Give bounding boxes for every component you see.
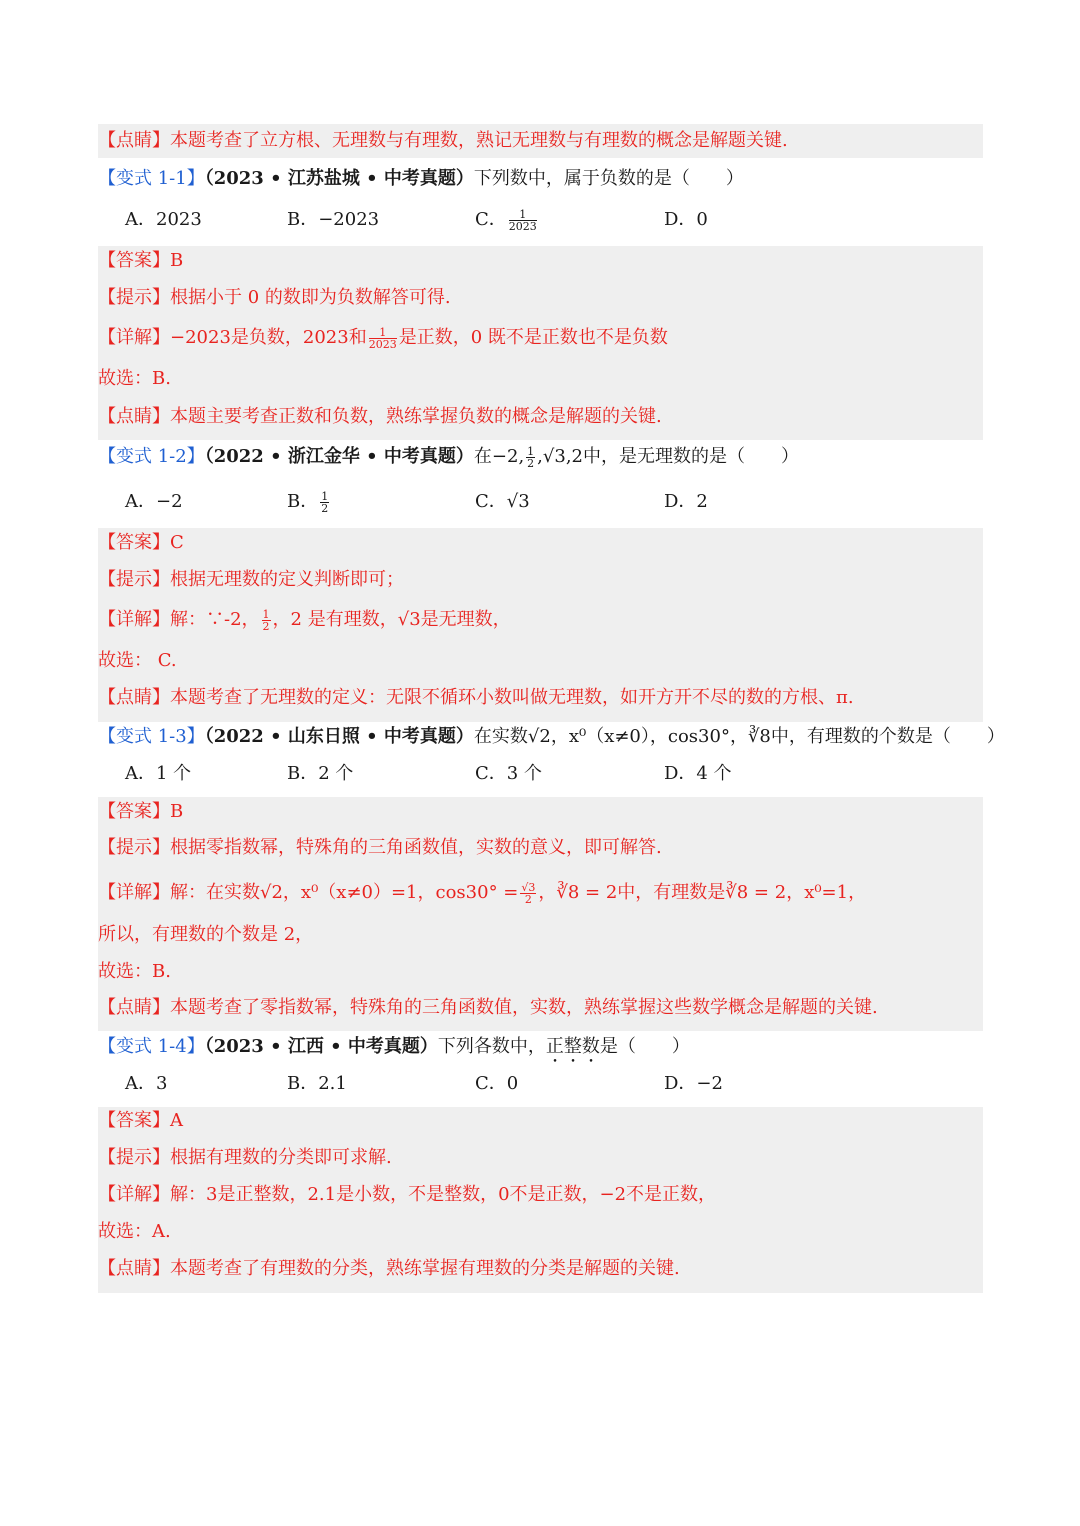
dianjing-line — [98, 681, 854, 715]
emphasized-term: 正整数 — [545, 1036, 600, 1057]
fraction — [509, 209, 537, 232]
option-a: A．1 个 — [125, 763, 192, 784]
answer-tag: 【答案】 — [98, 1110, 170, 1131]
choose-line: 故选：A. — [98, 1221, 171, 1242]
answer-value: A — [170, 1110, 183, 1131]
fraction — [320, 491, 329, 514]
option-a: A．3 — [125, 1073, 168, 1094]
detail-line — [98, 876, 866, 910]
detail-tag: 【详解】 — [98, 882, 170, 903]
question-tag: 【变式 1-1】 — [98, 168, 205, 189]
answer-tag: 【答案】 — [98, 801, 170, 822]
fraction-numerator: √3 — [521, 880, 536, 894]
answer-line — [98, 795, 183, 829]
option-d: D．−2 — [664, 1073, 723, 1094]
detail-line — [98, 321, 668, 355]
answer-line — [98, 244, 183, 278]
question-header — [98, 1030, 690, 1064]
fraction-numerator: 1 — [527, 444, 535, 458]
dianjing-tag: 【点睛】 — [98, 406, 170, 427]
detail-text-2: 是正数，0 既不是正数也不是负数 — [398, 327, 668, 348]
dianjing-text: 本题考查了立方根、无理数与有理数，熟记无理数与有理数的概念是解题关键. — [170, 130, 788, 151]
choose-line: 故选：B. — [98, 368, 171, 389]
hint-line — [98, 563, 404, 597]
answer-value: B — [170, 801, 184, 822]
option-d: D．0 — [664, 209, 708, 230]
answer-line — [98, 526, 184, 560]
detail-line — [98, 1178, 716, 1212]
option-b: B．2 个 — [287, 763, 354, 784]
fraction-numerator: 1 — [369, 327, 397, 339]
fraction — [520, 882, 536, 905]
hint-text: 根据有理数的分类即可求解. — [170, 1147, 392, 1168]
detail-line — [98, 603, 511, 637]
hint-line — [98, 281, 451, 315]
question-source: （2023 • 江苏盐城 • 中考真题） — [204, 168, 474, 189]
question-tag: 【变式 1-3】 — [98, 726, 205, 747]
hint-tag: 【提示】 — [98, 837, 170, 858]
option-d: D．4 个 — [664, 763, 732, 784]
answer-value: C — [170, 532, 184, 553]
dianjing-tag: 【点睛】 — [98, 1258, 170, 1279]
dianjing-line — [98, 124, 983, 158]
dianjing-tag: 【点睛】 — [98, 997, 170, 1018]
option-b — [287, 485, 331, 519]
option-b: B．−2023 — [287, 209, 380, 230]
question-header — [98, 720, 1005, 754]
question-stem: 下列数中，属于负数的是（ ） — [473, 168, 744, 189]
hint-tag: 【提示】 — [98, 1147, 170, 1168]
option-c-label: C． — [475, 209, 507, 230]
question-stem-2: ,√3,2中，是无理数的是（ ） — [537, 446, 799, 467]
detail-text: 解：3是正整数，2.1是小数，不是整数，0不是正数，−2不是正数， — [170, 1184, 717, 1205]
answer-tag: 【答案】 — [98, 532, 170, 553]
answer-line — [98, 1104, 183, 1138]
option-c: C．0 — [475, 1073, 519, 1094]
hint-text: 根据小于 0 的数即为负数解答可得. — [170, 287, 451, 308]
dianjing-line — [98, 1252, 680, 1286]
option-d: D．2 — [664, 491, 708, 512]
option-c: C．3 个 — [475, 763, 542, 784]
fraction-numerator: 1 — [262, 607, 270, 621]
question-stem: 在实数√2，x⁰（x≠0），cos30°，∛8中，有理数的个数是（ ） — [473, 726, 1005, 747]
question-header — [98, 440, 799, 474]
fraction — [369, 327, 397, 350]
answer-value: B — [170, 250, 184, 271]
option-c — [475, 203, 539, 237]
fraction-numerator: 1 — [321, 489, 329, 503]
fraction-denominator: 2023 — [508, 219, 537, 233]
dianjing-line — [98, 400, 662, 434]
dianjing-line — [98, 991, 878, 1025]
hint-tag: 【提示】 — [98, 287, 170, 308]
fraction-denominator: 2 — [524, 892, 532, 906]
hint-tag: 【提示】 — [98, 569, 170, 590]
question-source: （2023 • 江西 • 中考真题） — [204, 1036, 438, 1057]
option-a: A．−2 — [125, 491, 183, 512]
dianjing-tag: 【点睛】 — [98, 130, 170, 151]
question-header — [98, 162, 744, 196]
fraction-numerator: 1 — [509, 209, 537, 221]
question-tag: 【变式 1-4】 — [98, 1036, 205, 1057]
fraction-denominator: 2 — [262, 619, 270, 633]
fraction-denominator: 2023 — [368, 337, 397, 351]
detail-text-2: ，∛8 = 2中，有理数是∛8 = 2，x⁰=1， — [538, 882, 867, 903]
option-a: A．2023 — [125, 209, 202, 230]
hint-text: 根据零指数幂，特殊角的三角函数值，实数的意义，即可解答. — [170, 837, 662, 858]
fraction — [262, 609, 271, 632]
option-b: B．2.1 — [287, 1073, 347, 1094]
choose-line: 故选：B. — [98, 961, 171, 982]
question-stem-1: 下列各数中， — [437, 1036, 546, 1057]
question-source: （2022 • 浙江金华 • 中考真题） — [204, 446, 474, 467]
option-c: C．√3 — [475, 491, 530, 512]
question-tag: 【变式 1-2】 — [98, 446, 205, 467]
fraction-denominator: 2 — [527, 456, 535, 470]
hint-text: 根据无理数的定义判断即可； — [170, 569, 404, 590]
dianjing-text: 本题考查了无理数的定义：无限不循环小数叫做无理数，如开方开不尽的数的方根、π. — [170, 687, 854, 708]
option-b-label: B． — [287, 491, 319, 512]
conclusion-line: 所以，有理数的个数是 2， — [98, 924, 314, 945]
question-source: （2022 • 山东日照 • 中考真题） — [204, 726, 474, 747]
detail-tag: 【详解】 — [98, 327, 170, 348]
detail-text-1: −2023是负数，2023和 — [170, 327, 367, 348]
hint-line — [98, 1141, 392, 1175]
choose-line: 故选： C. — [98, 650, 177, 671]
dianjing-tag: 【点睛】 — [98, 687, 170, 708]
fraction — [526, 446, 535, 469]
dianjing-text: 本题考查了有理数的分类，熟练掌握有理数的分类是解题的关键. — [170, 1258, 680, 1279]
detail-text-1: 解：在实数√2，x⁰（x≠0）=1，cos30° = — [170, 882, 519, 903]
detail-text-1: 解：∵-2， — [170, 609, 260, 630]
hint-line — [98, 831, 662, 865]
dianjing-text: 本题考查了零指数幂，特殊角的三角函数值，实数，熟练掌握这些数学概念是解题的关键. — [170, 997, 878, 1018]
fraction-denominator: 2 — [321, 501, 329, 515]
dianjing-text: 本题主要考查正数和负数，熟练掌握负数的概念是解题的关键. — [170, 406, 662, 427]
detail-tag: 【详解】 — [98, 609, 170, 630]
detail-tag: 【详解】 — [98, 1184, 170, 1205]
question-stem-1: 在−2, — [473, 446, 525, 467]
question-stem-2: 是（ ） — [599, 1036, 690, 1057]
detail-text-2: ，2 是有理数，√3是无理数， — [272, 609, 511, 630]
answer-tag: 【答案】 — [98, 250, 170, 271]
